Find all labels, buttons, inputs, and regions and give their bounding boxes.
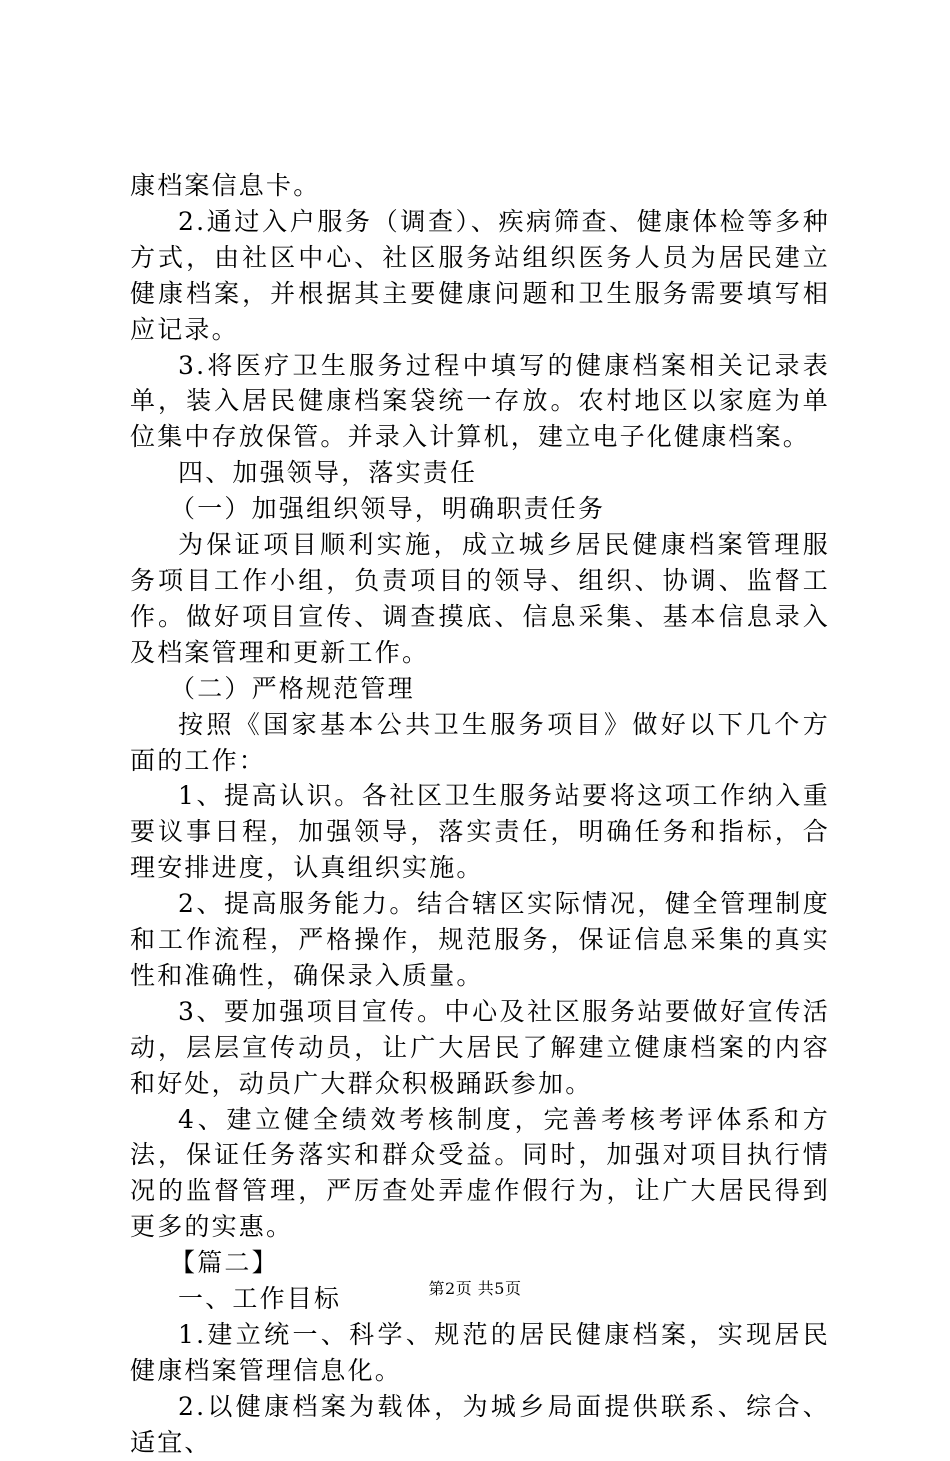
subsection-heading-2: （二）严格规范管理: [170, 673, 415, 703]
document-body: [130, 168, 830, 1461]
part-heading: 【篇二】: [170, 1248, 279, 1278]
paragraph-continuation: 康档案信息卡。: [130, 171, 321, 200]
list-item-1: 1、提高认识。各社区卫生服务站要将这项工作纳入重要议事日程，加强领导，落实责任，明确任务和指标，合理安排进度，认真组织实施。: [130, 781, 830, 883]
list-item-4: 4、建立健全绩效考核制度，完善考核考评体系和方法，保证任务落实和群众受益。同时，加强对项目执行情况的监督管理，严厉查处弄虚作假行为，让广大居民得到更多的实惠。: [130, 1104, 830, 1242]
list-item-2: 2、提高服务能力。结合辖区实际情况，健全管理制度和工作流程，严格操作，规范服务，保证信息采集的真实性和准确性，确保录入质量。: [130, 889, 830, 990]
section-heading-1: 一、工作目标: [178, 1284, 342, 1314]
paragraph-item-2: 2.通过入户服务（调查）、疾病筛查、健康体检等多种方式，由社区中心、社区服务站组织医务人员为居民建立健康档案，并根据其主要健康问题和卫生服务需要填写相应记录。: [130, 206, 830, 344]
paragraph-item-3: 3.将医疗卫生服务过程中填写的健康档案相关记录表单，装入居民健康档案袋统一存放。农村地区以家庭为单位集中存放保管。并录入计算机，建立电子化健康档案。: [130, 350, 830, 452]
subsection-heading-1: （一）加强组织领导，明确职责任务: [170, 494, 606, 524]
page-number-footer: 第2页 共5页: [428, 1279, 522, 1298]
list-item-3: 3、要加强项目宣传。中心及社区服务站要做好宣传活动，层层宣传动员，让广大居民了解建立健康档案的内容和好处，动员广大群众积极踊跃参加。: [130, 996, 830, 1098]
paragraph-intro-list: 按照《国家基本公共卫生服务项目》做好以下几个方面的工作：: [130, 709, 830, 775]
paragraph-leadership: 为保证项目顺利实施，成立城乡居民健康档案管理服务项目工作小组，负责项目的领导、组织、协调、监督工作。做好项目宣传、调查摸底、信息采集、基本信息录入及档案管理和更新工作。: [130, 530, 830, 667]
goal-item-2: 2.以健康档案为载体，为城乡局面提供联系、综合、适宜、: [130, 1391, 830, 1457]
goal-item-1: 1.建立统一、科学、规范的居民健康档案，实现居民健康档案管理信息化。: [130, 1320, 830, 1385]
section-heading-4: 四、加强领导，落实责任: [178, 458, 478, 488]
